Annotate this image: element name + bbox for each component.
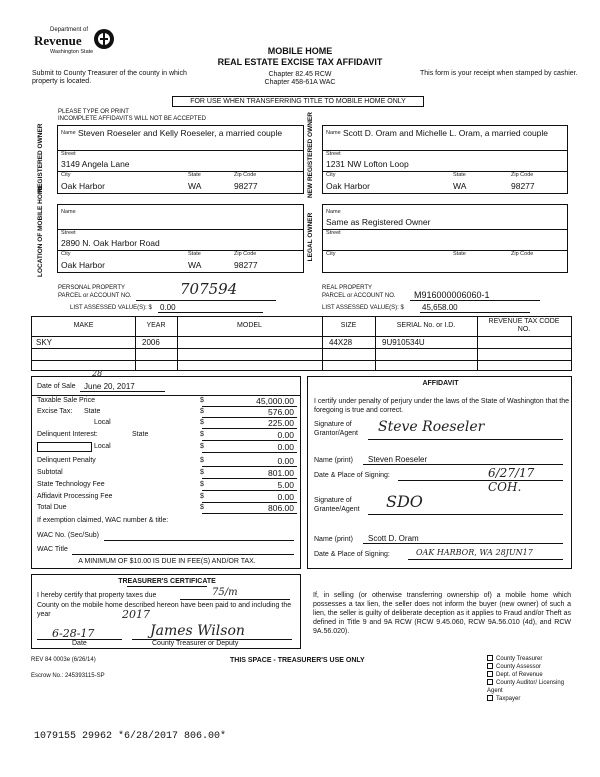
new-name-label: Name [326, 130, 341, 136]
reg-zip-label: Zip Code [234, 172, 257, 178]
pp-account: 707594 [180, 280, 238, 298]
date-correction: 28 [92, 369, 103, 378]
check-county-treasurer[interactable]: County Treasurer [487, 655, 577, 663]
treasurer-signature: James Wilson [150, 623, 245, 639]
reg-state-value: WA [188, 181, 202, 191]
receipt-note: This form is your receipt when stamped by cashier. [420, 70, 578, 77]
dollar-sign: $ [200, 443, 204, 450]
sale-line-sub: Local [94, 443, 111, 450]
sale-box [31, 369, 301, 569]
grantee-name: Scott D. Oram [368, 534, 419, 543]
dor-logo [30, 27, 120, 65]
cell-make: SKY [36, 338, 53, 347]
dollar-sign: $ [200, 457, 204, 464]
check-dept-revenue[interactable]: Dept. of Revenue [487, 671, 577, 679]
grantee-name-label: Name (print) [314, 536, 353, 543]
reg-name-label: Name [61, 130, 76, 136]
affidavit-title: AFFIDAVIT [422, 380, 459, 387]
sale-line-amount: 45,000.00 [256, 396, 294, 406]
location-box [57, 204, 304, 273]
cashier-stamp: 1079155 29962 *6/28/2017 806.00* [34, 731, 227, 742]
pp-assessed: 0.00 [160, 303, 176, 312]
dor-seal-icon [92, 27, 116, 51]
th-tax-code: REVENUE TAX CODE NO. [488, 318, 560, 333]
new-owner-side-label: NEW REGISTERED OWNER [307, 112, 314, 198]
grantor-signature: Steve Roeseler [378, 419, 485, 435]
sale-line-amount: 0.00 [277, 492, 294, 502]
check-taxpayer[interactable]: Taxpayer [487, 695, 577, 703]
use-banner: FOR USE WHEN TRANSFERRING TITLE TO MOBILE HOME ONLY [172, 96, 424, 107]
rp-account: M916000006060-1 [414, 290, 490, 300]
treasurer-text1: I hereby certify that property taxes due [37, 592, 157, 599]
registered-owner-box [57, 125, 304, 194]
legal-street-label: Street [326, 230, 341, 236]
treasurer-date: 6-28-17 [52, 627, 95, 640]
rp-label2: PARCEL or ACCOUNT NO. [322, 293, 396, 299]
legal-owner-side-label: LEGAL OWNER [307, 212, 314, 262]
date-of-sale: June 20, 2017 [84, 382, 135, 391]
sale-line-label: Subtotal [37, 469, 63, 476]
dollar-sign: $ [200, 419, 204, 426]
sale-line-label: Total Due [37, 504, 67, 511]
treasurer-taxes: 75/m [212, 587, 238, 598]
treasurer-text2: County on the mobile home described hereon have been paid to and including the year [37, 602, 292, 618]
loc-city-label: City [61, 251, 71, 257]
rp-assessed-label: LIST ASSESSED VALUE(S): $ [322, 305, 404, 311]
treasurer-use-only: THIS SPACE - TREASURER'S USE ONLY [230, 657, 365, 664]
pp-label2: PARCEL or ACCOUNT NO. [58, 293, 132, 299]
grantee-date-label: Date & Place of Signing: [314, 551, 390, 558]
loc-state-label: State [188, 251, 201, 257]
wac-ref: Chapter 458-61A WAC [264, 79, 336, 86]
rcw-ref: Chapter 82.45 RCW [268, 71, 332, 78]
new-city-label: City [326, 172, 336, 178]
sale-line-amount: 0.00 [277, 456, 294, 466]
dollar-sign: $ [200, 469, 204, 476]
grantee-signature: SDO [386, 492, 423, 511]
check-county-auditor[interactable]: County Auditor/ Licensing Agent [487, 680, 565, 694]
rp-assessed: 45,658.00 [422, 303, 458, 312]
treasurer-title: TREASURER'S CERTIFICATE [118, 578, 216, 585]
dollar-sign: $ [200, 504, 204, 511]
reg-state-label: State [188, 172, 201, 178]
dollar-sign: $ [200, 431, 204, 438]
vehicle-table [31, 316, 572, 371]
grantee-sig-label: Signature of Grantee/Agent [314, 497, 360, 513]
check-county-assessor[interactable]: County Assessor [487, 663, 577, 671]
pp-assessed-label: LIST ASSESSED VALUE(S): $ [70, 305, 152, 311]
distribution-checklist [487, 655, 577, 703]
new-street-label: Street [326, 151, 341, 157]
escrow-number: Escrow No.: 245393115-SP [31, 673, 105, 679]
loc-zip-value: 98277 [234, 260, 258, 270]
loc-street-label: Street [61, 230, 76, 236]
th-size: SIZE [340, 322, 357, 329]
date-of-sale-label: Date of Sale [37, 383, 76, 390]
local-interest-box [37, 442, 92, 452]
wac-no-label: WAC No. (Sec/Sub) [37, 532, 99, 539]
cell-year: 2006 [142, 338, 160, 347]
dollar-sign: $ [200, 493, 204, 500]
incomplete-note: INCOMPLETE AFFIDAVITS WILL NOT BE ACCEPTED [58, 116, 206, 122]
sale-line-sub: Local [94, 419, 111, 426]
dept-line2: Revenue [34, 33, 82, 48]
sale-line-sub: State [84, 408, 101, 415]
th-make: MAKE [73, 322, 94, 329]
grantor-date: 6/27/17 COH. [488, 466, 535, 494]
affidavit-box [307, 376, 572, 569]
sale-line-label: Taxable Sale Price [37, 397, 95, 404]
legal-name-label: Name [326, 209, 341, 215]
sale-line-amount: 0.00 [277, 442, 294, 452]
sale-line-amount: 225.00 [268, 418, 294, 428]
new-street-value: 1231 NW Lofton Loop [326, 159, 409, 169]
new-zip-value: 98277 [511, 181, 535, 191]
legal-name-value: Same as Registered Owner [326, 217, 431, 227]
sale-line-sub: State [132, 431, 149, 438]
registered-owner-side-label: REGISTERED OWNER [37, 123, 44, 193]
location-side-label: LOCATION OF MOBILE HOME [37, 184, 44, 277]
new-city-value: Oak Harbor [326, 181, 370, 191]
new-zip-label: Zip Code [511, 172, 534, 178]
affidavit-statement: I certify under penalty of perjury under the laws of the State of Washington that the foregoing is true and correct. [314, 398, 569, 414]
form-title-2: REAL ESTATE EXCISE TAX AFFIDAVIT [217, 57, 383, 67]
grantee-date: OAK HARBOR, WA 28JUN17 [416, 548, 533, 557]
rp-label1: REAL PROPERTY [322, 285, 373, 291]
reg-street-label: Street [61, 151, 76, 157]
treasurer-sig-label: County Treasurer or Deputy [152, 640, 239, 647]
treasurer-year: 2017 [122, 608, 150, 621]
new-name-value: Scott D. Oram and Michelle L. Oram, a married couple [343, 128, 549, 138]
sale-line-amount: 5.00 [277, 480, 294, 490]
reg-city-label: City [61, 172, 71, 178]
minimum-fee-note: A MINIMUM OF $10.00 IS DUE IN FEE(S) AND/OR TAX. [78, 558, 256, 565]
sale-line-amount: 576.00 [268, 407, 294, 417]
rev-form-number: REV 84 0003e (6/26/14) [31, 657, 96, 663]
sale-line-label: Affidavit Processing Fee [37, 493, 113, 500]
wac-title-label: WAC Title [37, 546, 68, 553]
sale-line-amount: 806.00 [268, 503, 294, 513]
sale-line-label: Excise Tax: [37, 408, 73, 415]
legal-owner-box [322, 204, 568, 273]
loc-state-value: WA [188, 260, 202, 270]
dollar-sign: $ [200, 397, 204, 404]
cell-serial: 9U910534U [382, 338, 425, 347]
th-year: YEAR [146, 322, 166, 329]
treasurer-box [31, 574, 301, 649]
form-title-1: MOBILE HOME [267, 46, 333, 56]
exemption-label: If exemption claimed, WAC number & title: [37, 517, 169, 524]
reg-street-value: 3149 Angela Lane [61, 159, 130, 169]
sale-line-label: Delinquent Interest: [37, 431, 98, 438]
th-serial: SERIAL No. or I.D. [396, 322, 456, 329]
cell-size: 44X28 [329, 338, 353, 347]
loc-street-value: 2890 N. Oak Harbor Road [61, 238, 160, 248]
sale-line-amount: 0.00 [277, 430, 294, 440]
grantor-date-label: Date & Place of Signing: [314, 472, 390, 479]
new-owner-box [322, 125, 568, 194]
dollar-sign: $ [200, 408, 204, 415]
legal-city-label: City [326, 251, 336, 257]
dollar-sign: $ [200, 481, 204, 488]
sale-line-label: Delinquent Penalty [37, 457, 96, 464]
dept-line3: Washington State [50, 49, 94, 55]
dept-line1: Department of [50, 27, 89, 33]
sale-line-label: State Technology Fee [37, 481, 105, 488]
reg-name-value: Steven Roeseler and Kelly Roeseler, a married couple [78, 128, 283, 138]
treasurer-date-label: Date [72, 640, 87, 647]
grantor-name-label: Name (print) [314, 457, 353, 464]
reg-zip-value: 98277 [234, 181, 258, 191]
new-state-label: State [453, 172, 466, 178]
grantor-sig-label: Signature of Grantor/Agent [314, 421, 358, 437]
tax-lien-warning: If, in selling (or otherwise transferring ownership of) a mobile home which possesses a tax lien, the seller does not inform the buyer (new owner) of such a lien, the seller is guilty of deliberate deception as it applies to Fraud and/or Theft as defined in Title 9 and 9A RCW (RCW 9.45.060, RCW 9A.56.010 (4d), and RCW 9A.56.020). [313, 592, 571, 635]
new-state-value: WA [453, 181, 467, 191]
loc-city-value: Oak Harbor [61, 260, 105, 270]
print-note: PLEASE TYPE OR PRINT [58, 109, 129, 115]
submit-note: Submit to County Treasurer of the county in which property is located. [32, 70, 187, 85]
loc-name-label: Name [61, 209, 76, 215]
legal-zip-label: Zip Code [511, 251, 534, 257]
reg-city-value: Oak Harbor [61, 181, 105, 191]
legal-state-label: State [453, 251, 466, 257]
sale-line-amount: 801.00 [268, 468, 294, 478]
th-model: MODEL [237, 322, 262, 329]
pp-label1: PERSONAL PROPERTY [58, 285, 126, 291]
loc-zip-label: Zip Code [234, 251, 257, 257]
grantor-name: Steven Roeseler [368, 455, 428, 464]
